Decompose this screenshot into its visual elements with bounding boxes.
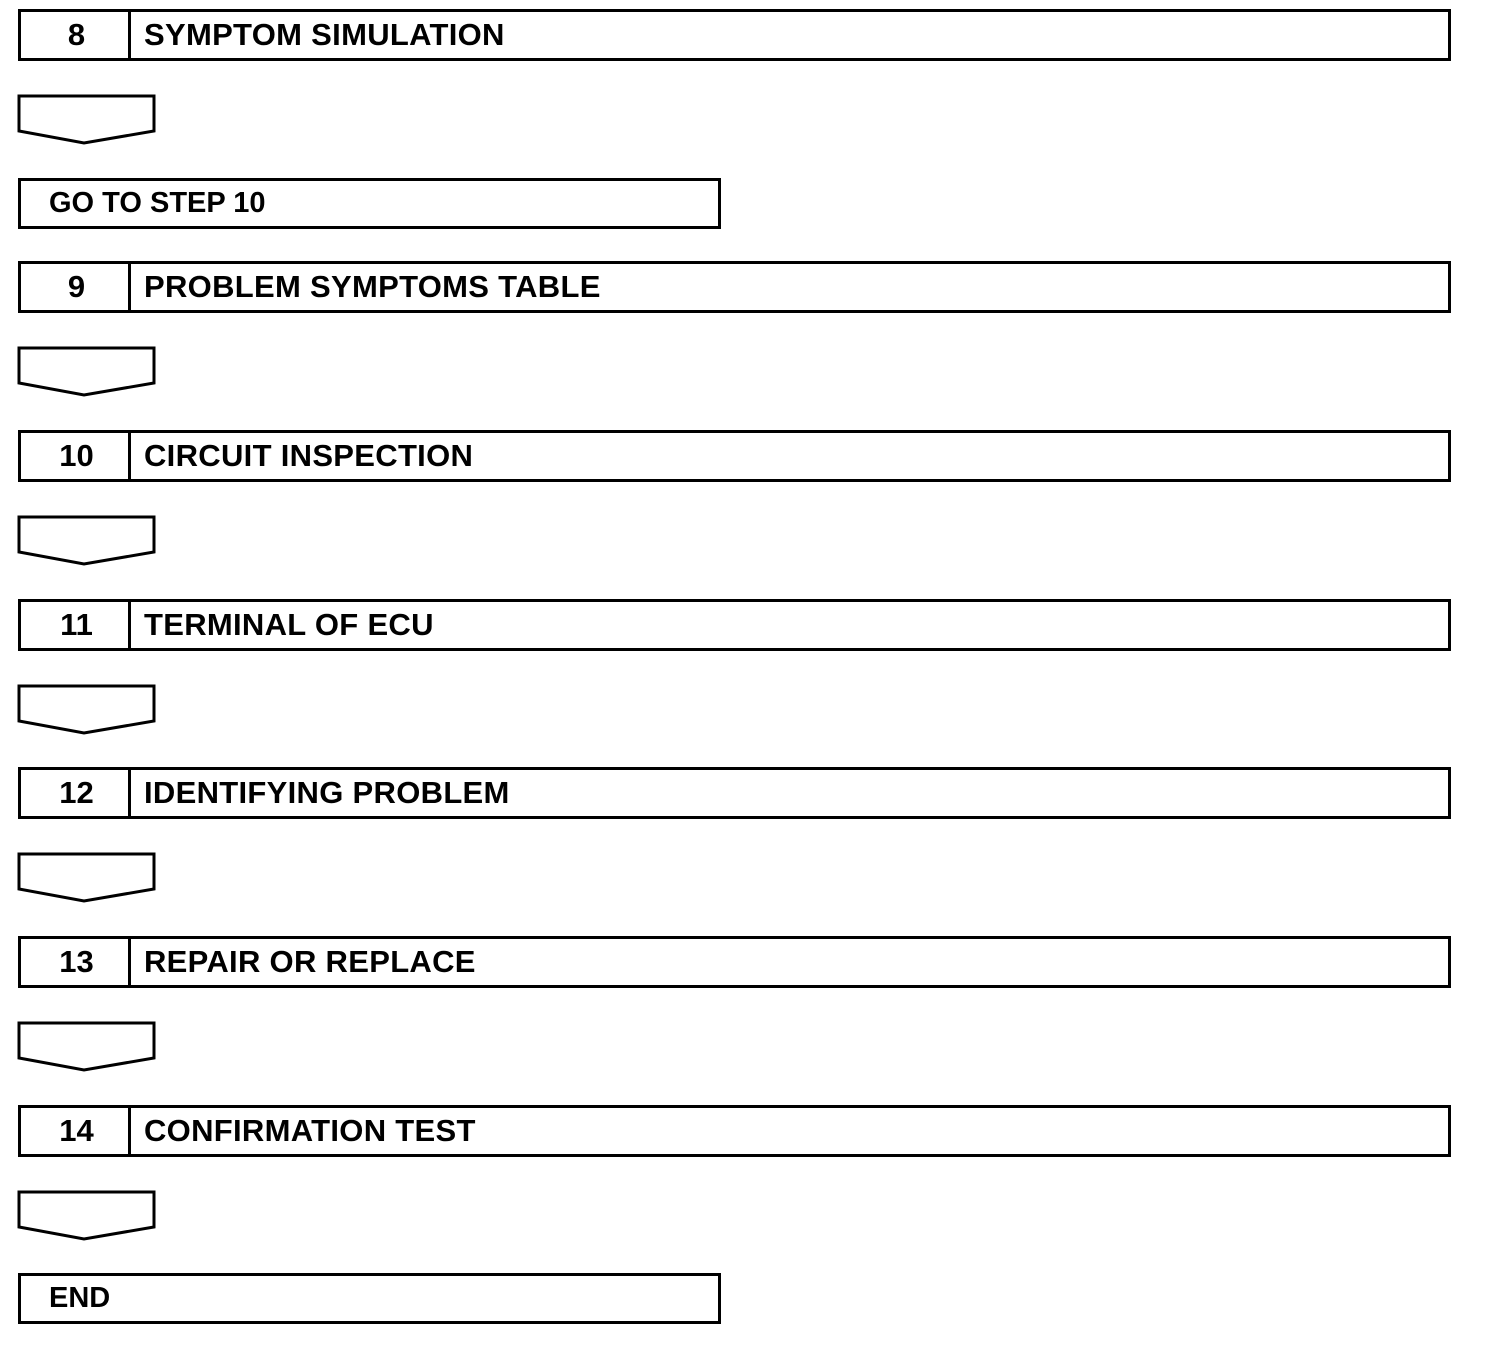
step-title: REPAIR OR REPLACE: [144, 944, 476, 979]
step-12-box: [18, 767, 1451, 819]
step-title: CONFIRMATION TEST: [144, 1113, 476, 1148]
step-number: 11: [21, 602, 131, 648]
go-to-step-10-note: GO TO STEP 10: [18, 178, 721, 229]
down-arrow-icon: [17, 346, 157, 398]
step-number: 9: [21, 264, 131, 310]
step-title: TERMINAL OF ECU: [144, 607, 434, 642]
step-11-box: [18, 599, 1451, 651]
down-arrow-icon: [17, 1190, 157, 1242]
step-number: 14: [21, 1108, 131, 1154]
step-10-box: [18, 430, 1451, 482]
step-number: 12: [21, 770, 131, 816]
down-arrow-icon: [17, 515, 157, 567]
end-note: END: [18, 1273, 721, 1324]
step-8-box: [18, 9, 1451, 61]
down-arrow-icon: [17, 94, 157, 146]
step-number: 10: [21, 433, 131, 479]
down-arrow-icon: [17, 852, 157, 904]
step-title: CIRCUIT INSPECTION: [144, 438, 474, 473]
down-arrow-icon: [17, 684, 157, 736]
step-title: SYMPTOM SIMULATION: [144, 17, 505, 52]
step-13-box: [18, 936, 1451, 988]
step-9-box: [18, 261, 1451, 313]
step-14-box: [18, 1105, 1451, 1157]
step-number: 13: [21, 939, 131, 985]
step-title: PROBLEM SYMPTOMS TABLE: [144, 269, 601, 304]
step-number: 8: [21, 12, 131, 58]
step-title: IDENTIFYING PROBLEM: [144, 775, 510, 810]
down-arrow-icon: [17, 1021, 157, 1073]
